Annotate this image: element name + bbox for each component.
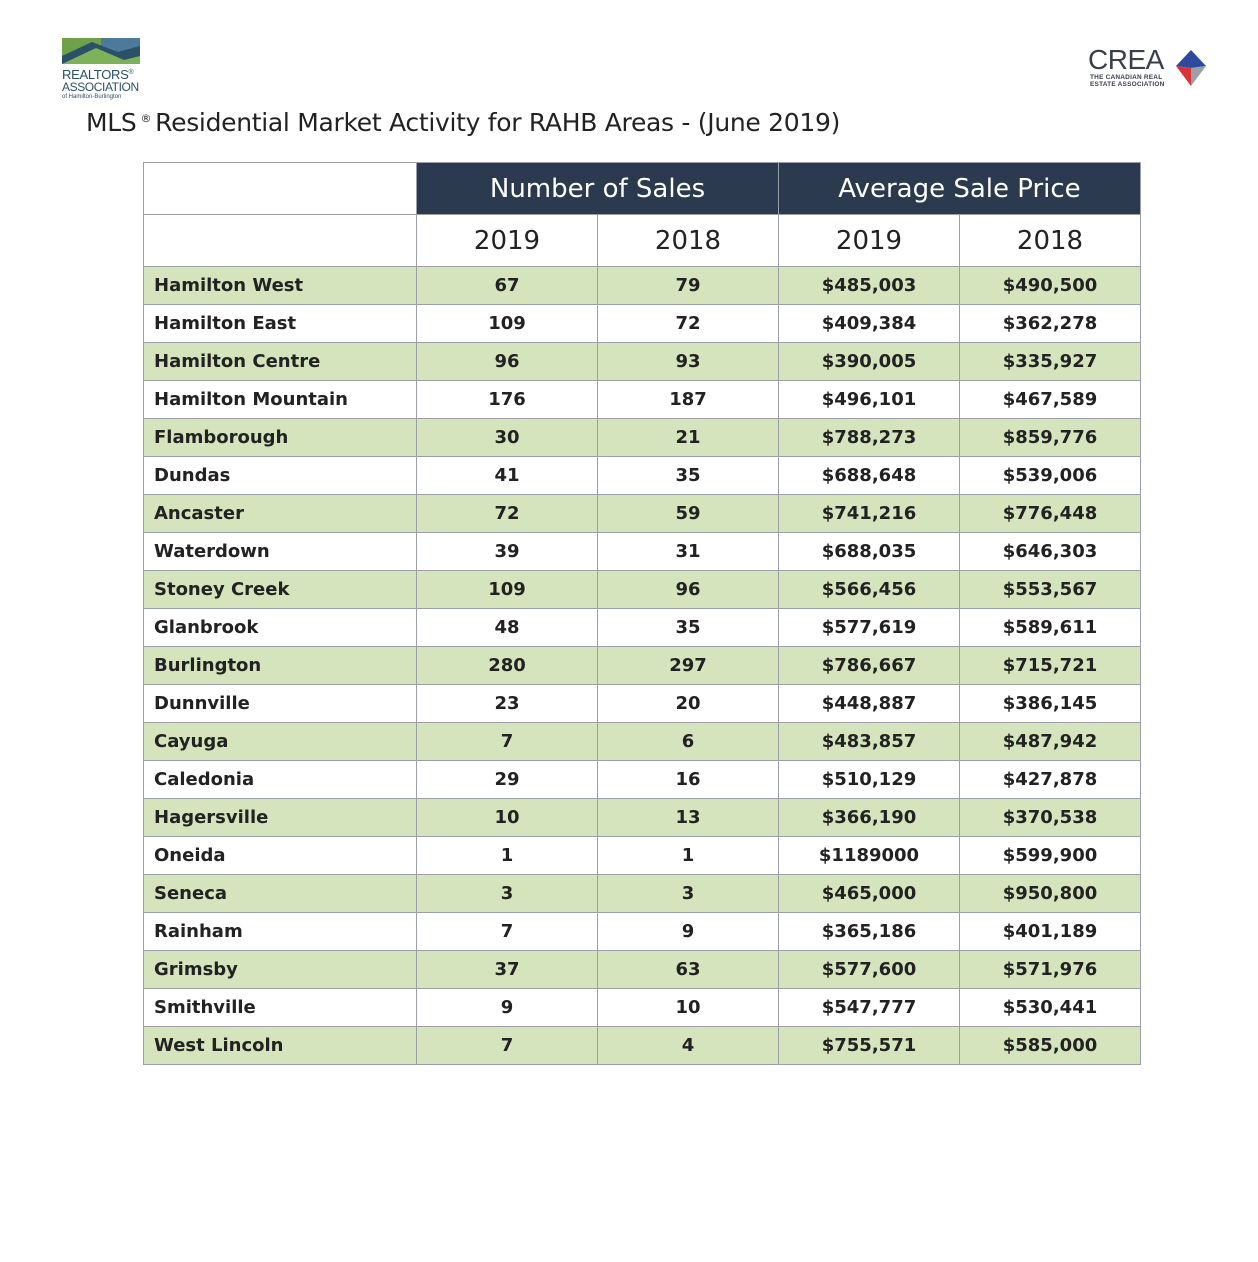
page-title [86,108,840,137]
price-2018-cell: $859,776 [960,419,1141,457]
table-body [144,163,1141,1065]
sales-2019-cell: 10 [417,799,598,837]
sales-2018-cell: 21 [598,419,779,457]
price-2019-cell: $741,216 [779,495,960,533]
sales-2018-cell: 72 [598,305,779,343]
price-2019-header: 2019 [779,215,960,267]
table-row [144,951,1141,989]
price-2019-cell: $577,619 [779,609,960,647]
price-2018-cell: $386,145 [960,685,1141,723]
empty-corner-cell [144,163,417,215]
group-header-row [144,163,1141,215]
sales-2019-cell: 7 [417,723,598,761]
price-2019-cell: $483,857 [779,723,960,761]
year-header-row [144,215,1141,267]
area-cell: Dundas [144,457,417,495]
sales-2018-cell: 16 [598,761,779,799]
price-2019-cell: $688,035 [779,533,960,571]
area-cell: Hamilton Centre [144,343,417,381]
sales-2018-cell: 187 [598,381,779,419]
sales-2018-cell: 297 [598,647,779,685]
price-2019-cell: $788,273 [779,419,960,457]
crea-wordmark: CREA [1088,44,1164,75]
area-cell: Hagersville [144,799,417,837]
price-2018-cell: $646,303 [960,533,1141,571]
sales-2019-cell: 29 [417,761,598,799]
sales-2019-cell: 37 [417,951,598,989]
title-registered-mark: ® [140,112,152,125]
sales-2018-cell: 35 [598,457,779,495]
sales-2019-cell: 3 [417,875,598,913]
table-row [144,723,1141,761]
sales-2018-cell: 13 [598,799,779,837]
price-2019-cell: $688,648 [779,457,960,495]
price-2019-cell: $465,000 [779,875,960,913]
price-2019-cell: $390,005 [779,343,960,381]
table-row [144,647,1141,685]
area-cell: Caledonia [144,761,417,799]
price-2018-header: 2018 [960,215,1141,267]
crea-subline-2: ESTATE ASSOCIATION [1090,81,1165,88]
table-row [144,305,1141,343]
price-2018-cell: $950,800 [960,875,1141,913]
empty-year-label-cell [144,215,417,267]
area-cell: Smithville [144,989,417,1027]
price-2019-cell: $566,456 [779,571,960,609]
sales-2018-cell: 6 [598,723,779,761]
sales-2019-cell: 7 [417,913,598,951]
sales-2018-cell: 10 [598,989,779,1027]
price-2018-cell: $715,721 [960,647,1141,685]
price-2018-cell: $362,278 [960,305,1141,343]
house-roof-icon [62,38,140,64]
logo-line-realtors: REALTORS® [62,67,134,82]
crea-logo [1088,46,1213,96]
area-cell: Stoney Creek [144,571,417,609]
price-2018-cell: $370,538 [960,799,1141,837]
area-cell: Burlington [144,647,417,685]
area-cell: Hamilton East [144,305,417,343]
price-2018-cell: $553,567 [960,571,1141,609]
sales-2019-cell: 109 [417,305,598,343]
price-2019-cell: $547,777 [779,989,960,1027]
sales-2019-cell: 280 [417,647,598,685]
price-2018-cell: $599,900 [960,837,1141,875]
area-cell: West Lincoln [144,1027,417,1065]
area-cell: Grimsby [144,951,417,989]
price-2018-cell: $490,500 [960,267,1141,305]
sales-2019-cell: 109 [417,571,598,609]
price-2019-cell: $365,186 [779,913,960,951]
price-2018-cell: $427,878 [960,761,1141,799]
price-2019-cell: $485,003 [779,267,960,305]
logo-line-association: ASSOCIATION [62,80,139,94]
area-cell: Ancaster [144,495,417,533]
table-row [144,533,1141,571]
area-cell: Dunnville [144,685,417,723]
sales-2019-cell: 1 [417,837,598,875]
table-row [144,1027,1141,1065]
sales-2018-cell: 59 [598,495,779,533]
sales-2019-cell: 39 [417,533,598,571]
area-cell: Rainham [144,913,417,951]
sales-2018-cell: 79 [598,267,779,305]
price-2018-cell: $401,189 [960,913,1141,951]
price-2019-cell: $786,667 [779,647,960,685]
sales-2019-cell: 23 [417,685,598,723]
sales-2018-cell: 4 [598,1027,779,1065]
price-2019-cell: $1189000 [779,837,960,875]
table-row [144,609,1141,647]
number-of-sales-header: Number of Sales [417,163,779,215]
table-row [144,913,1141,951]
table-row [144,419,1141,457]
price-2018-cell: $530,441 [960,989,1141,1027]
table-row [144,685,1141,723]
price-2019-cell: $755,571 [779,1027,960,1065]
average-sale-price-header: Average Sale Price [779,163,1141,215]
price-2019-cell: $448,887 [779,685,960,723]
price-2018-cell: $585,000 [960,1027,1141,1065]
table-row [144,457,1141,495]
area-cell: Flamborough [144,419,417,457]
crea-subline-1: THE CANADIAN REAL [1090,74,1163,81]
price-2018-cell: $589,611 [960,609,1141,647]
table-row [144,761,1141,799]
sales-2019-header: 2019 [417,215,598,267]
sales-2018-cell: 63 [598,951,779,989]
sales-2019-cell: 48 [417,609,598,647]
sales-2018-cell: 96 [598,571,779,609]
sales-2018-cell: 3 [598,875,779,913]
table-row [144,495,1141,533]
price-2018-cell: $776,448 [960,495,1141,533]
table-row [144,799,1141,837]
table-row [144,381,1141,419]
sales-2018-header: 2018 [598,215,779,267]
table-row [144,571,1141,609]
price-2019-cell: $510,129 [779,761,960,799]
price-2019-cell: $409,384 [779,305,960,343]
sales-2019-cell: 72 [417,495,598,533]
price-2019-cell: $577,600 [779,951,960,989]
price-2019-cell: $366,190 [779,799,960,837]
sales-2018-cell: 9 [598,913,779,951]
table-row [144,343,1141,381]
table-row [144,267,1141,305]
sales-2019-cell: 96 [417,343,598,381]
crea-diamond-icon [1174,48,1208,88]
sales-2019-cell: 9 [417,989,598,1027]
sales-2019-cell: 41 [417,457,598,495]
sales-2018-cell: 35 [598,609,779,647]
price-2018-cell: $539,006 [960,457,1141,495]
sales-2019-cell: 67 [417,267,598,305]
table-row [144,875,1141,913]
area-cell: Cayuga [144,723,417,761]
sales-2018-cell: 1 [598,837,779,875]
price-2018-cell: $467,589 [960,381,1141,419]
title-prefix: MLS [86,108,137,137]
price-2018-cell: $487,942 [960,723,1141,761]
sales-2018-cell: 93 [598,343,779,381]
market-activity-table [143,162,1141,1065]
area-cell: Hamilton Mountain [144,381,417,419]
sales-2018-cell: 20 [598,685,779,723]
sales-2019-cell: 30 [417,419,598,457]
sales-2019-cell: 7 [417,1027,598,1065]
sales-2019-cell: 176 [417,381,598,419]
logo-line-chapter: of Hamilton-Burlington [62,94,122,100]
price-2018-cell: $571,976 [960,951,1141,989]
table-row [144,989,1141,1027]
area-cell: Seneca [144,875,417,913]
area-cell: Oneida [144,837,417,875]
table-row [144,837,1141,875]
area-cell: Hamilton West [144,267,417,305]
sales-2018-cell: 31 [598,533,779,571]
title-text: Residential Market Activity for RAHB Areas - (June 2019) [155,108,841,137]
price-2019-cell: $496,101 [779,381,960,419]
price-2018-cell: $335,927 [960,343,1141,381]
realtors-association-logo [62,38,144,104]
area-cell: Waterdown [144,533,417,571]
area-cell: Glanbrook [144,609,417,647]
